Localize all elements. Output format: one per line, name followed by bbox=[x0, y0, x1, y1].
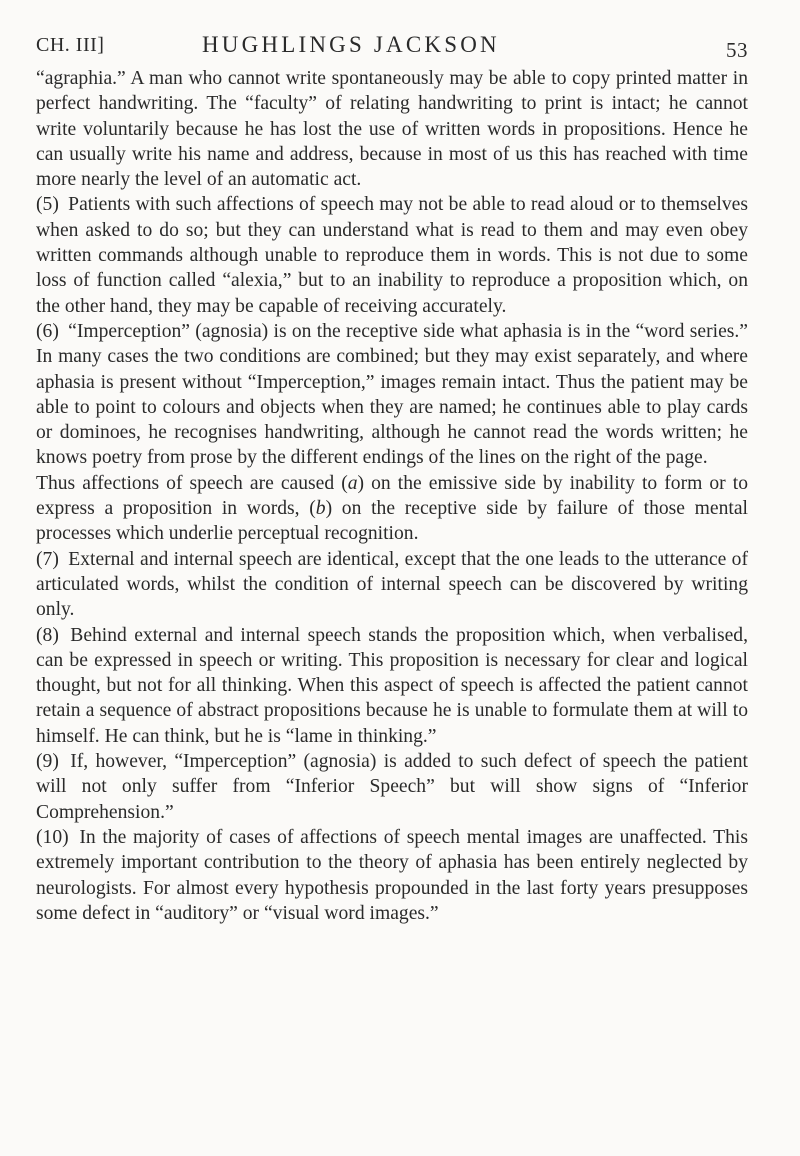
running-head bbox=[36, 34, 748, 68]
body-text bbox=[36, 66, 748, 926]
paragraph-8 bbox=[36, 623, 748, 749]
book-page bbox=[36, 34, 748, 926]
paragraph-text: If, however, “Imperception” (agnosia) is added to such defect of speech the patient will not only suffer from “Inferior Speech” but will show signs of “Inferior Comprehension.” bbox=[36, 751, 748, 823]
italic-letter-a: a bbox=[347, 472, 358, 494]
paragraph-text: External and internal speech are identical, except that the one leads to the utterance of articulated words, whilst the condition of internal speech can be discovered by writing only. bbox=[36, 548, 748, 621]
paragraph-6 bbox=[36, 319, 748, 471]
page-number: 53 bbox=[726, 38, 748, 62]
paragraph-number: (7) bbox=[36, 548, 59, 570]
chapter-label: CH. III] bbox=[36, 34, 105, 56]
paragraph-7 bbox=[36, 547, 748, 623]
paragraph-text: Behind external and internal speech stands the proposition which, when verbalised, can be expressed in speech or writing. This proposition is necessary for clear and logical thought, but not for all thinking. When this aspect of speech is affected the patient cannot retain a sequence of abstract propositions because he is unable to formulate them at will to himself. He can think, but he is “lame in thinking.” bbox=[36, 624, 748, 747]
paragraph-number: (6) bbox=[36, 320, 59, 342]
italic-letter-b: b bbox=[315, 498, 326, 520]
paragraph-10 bbox=[36, 825, 748, 926]
paragraph-text: “agraphia.” A man who cannot write spontaneously may be able to copy printed matter in perfect handwriting. The “faculty” of relating handwriting to print is intact; he cannot write voluntarily because he has lost the use of written words in propositions. Hence he can usually write his name and address, because in most of us this has reached with time more nearly the level of an automatic act. bbox=[36, 68, 748, 191]
paragraph-text: ) on the receptive side by failure of those mental processes which underlie perceptual recognition. bbox=[36, 498, 748, 545]
paragraph-6-summary bbox=[36, 471, 748, 547]
paragraph-number: (5) bbox=[36, 194, 59, 216]
paragraph-number: (10) bbox=[36, 826, 69, 848]
paragraph-text: In the majority of cases of affections of speech mental images are unaffected. This extremely important contribution to the theory of aphasia has been entirely neglected by neurologists. For almost every hypothesis propounded in the last forty years presupposes some defect in “auditory” or “visual word images.” bbox=[36, 826, 748, 924]
paragraph-text: “Imperception” (agnosia) is on the receptive side what aphasia is in the “word series.” In many cases the two conditions are combined; but they may exist separately, and where aphasia is present without “Imperception,” images remain intact. Thus the patient may be able to point to colours and objects when they are named; he continues able to play cards or dominoes, he recognises handwriting, although he cannot read the words written; he knows poetry from prose by the different endings of the lines on the right of the page. bbox=[36, 320, 748, 469]
paragraph-text: Thus affections of speech are caused ( bbox=[36, 472, 348, 494]
paragraph-number: (8) bbox=[36, 624, 59, 646]
paragraph-5 bbox=[36, 192, 748, 318]
paragraph-9 bbox=[36, 749, 748, 825]
running-title: HUGHLINGS JACKSON bbox=[202, 32, 500, 57]
paragraph-text: ) on the emissive side by inability to form or to express a proposition in words, ( bbox=[36, 472, 748, 520]
paragraph-continuation bbox=[36, 66, 748, 192]
paragraph-number: (9) bbox=[36, 751, 59, 773]
paragraph-text: Patients with such affections of speech may not be able to read aloud or to themselves when asked to do so; but they can understand what is read to them and may even obey written commands although unable to reproduce them in words. This is not due to some loss of function called “alexia,” but to an inability to reproduce a proposition which, on the other hand, they may be capable of receiving accurately. bbox=[36, 194, 748, 317]
